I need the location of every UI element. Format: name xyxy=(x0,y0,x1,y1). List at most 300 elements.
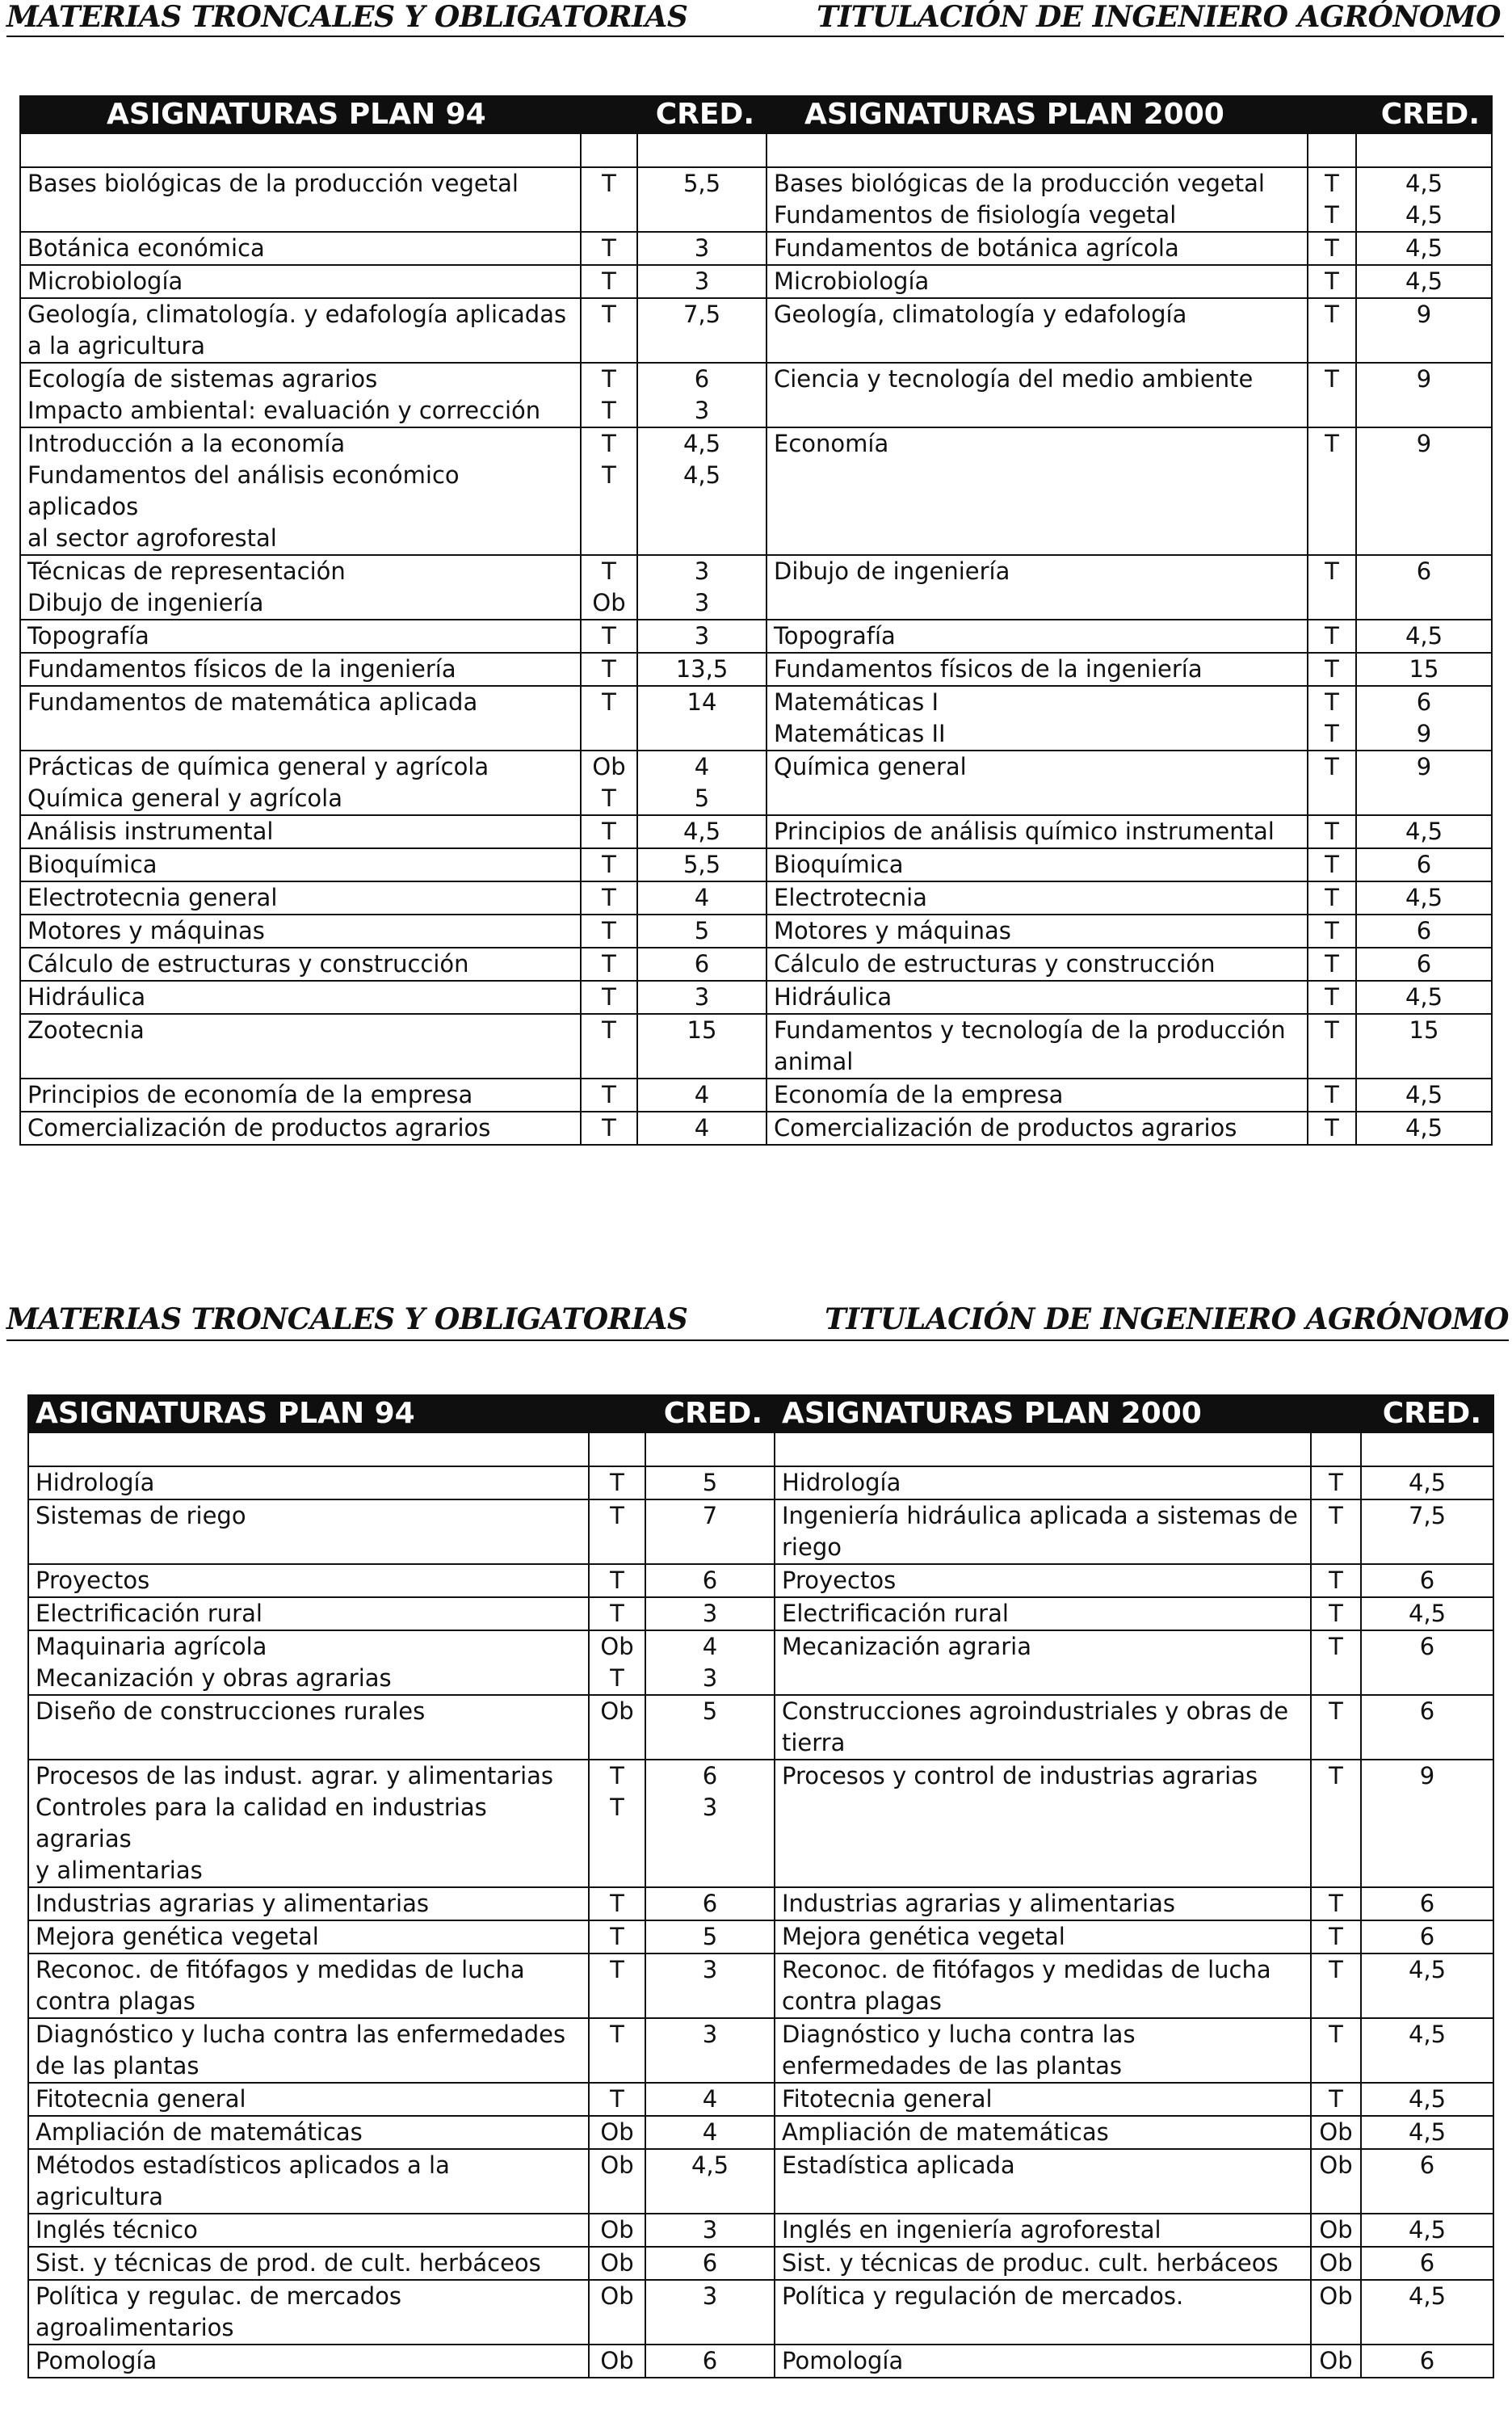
table-row xyxy=(20,948,1492,981)
table-row xyxy=(28,2018,1493,2083)
subject-2000: Química general xyxy=(766,751,1308,815)
type-2000: Ob xyxy=(1311,2116,1361,2149)
type-2000: Ob xyxy=(1311,2149,1361,2214)
table-row xyxy=(20,686,1492,751)
type-94: T xyxy=(589,1564,645,1597)
credits-94: 4 xyxy=(645,2083,775,2116)
credits-2000: 4,5 xyxy=(1361,1597,1493,1630)
type-94: Ob xyxy=(589,2214,645,2247)
type-2000: T xyxy=(1311,1760,1361,1887)
subject-2000: Economía de la empresa xyxy=(766,1079,1308,1112)
credits-2000: 6 xyxy=(1361,1887,1493,1920)
subject-2000: Política y regulación de mercados. xyxy=(775,2280,1311,2345)
column-plan94: ASIGNATURAS PLAN 94 xyxy=(28,1395,645,1432)
credits-94: 4 3 xyxy=(645,1630,775,1695)
subject-94: Botánica económica xyxy=(20,232,581,265)
credits-2000: 9 xyxy=(1356,751,1492,815)
section-2-column-header xyxy=(28,1395,1493,1432)
credits-94: 5 xyxy=(645,1695,775,1760)
credits-94: 3 xyxy=(637,981,766,1014)
subject-2000: Motores y máquinas xyxy=(766,915,1308,948)
credits-2000: 6 xyxy=(1361,1564,1493,1597)
subject-2000: Inglés en ingeniería agroforestal xyxy=(775,2214,1311,2247)
credits-94: 6 xyxy=(645,1887,775,1920)
table-row xyxy=(20,1112,1492,1145)
credits-2000: 6 xyxy=(1356,948,1492,981)
table-row xyxy=(20,265,1492,298)
type-94: Ob xyxy=(589,2247,645,2280)
subject-94: Sistemas de riego xyxy=(28,1499,589,1564)
table-row xyxy=(28,1953,1493,2018)
subject-94: Ecología de sistemas agrarios Impacto ambiental: evaluación y corrección xyxy=(20,363,581,427)
credits-94: 6 xyxy=(637,948,766,981)
subject-2000: Topografía xyxy=(766,620,1308,653)
section-1-column-header xyxy=(20,96,1492,133)
subject-94: Técnicas de representación Dibujo de ingeniería xyxy=(20,555,581,620)
subject-94: Maquinaria agrícola Mecanización y obras agrarias xyxy=(28,1630,589,1695)
subject-2000: Construcciones agroindustriales y obras de tierra xyxy=(775,1695,1311,1760)
subject-2000: Mecanización agraria xyxy=(775,1630,1311,1695)
subject-94: Topografía xyxy=(20,620,581,653)
column-plan2000: ASIGNATURAS PLAN 2000 xyxy=(766,96,1356,133)
blank-cell xyxy=(1356,133,1492,167)
credits-94: 15 xyxy=(637,1014,766,1079)
blank-cell xyxy=(581,133,637,167)
credits-2000: 6 xyxy=(1356,848,1492,881)
subject-94: Fundamentos de matemática aplicada xyxy=(20,686,581,751)
credits-2000: 4,5 xyxy=(1361,1466,1493,1499)
table-row xyxy=(20,1014,1492,1079)
table-row xyxy=(28,2083,1493,2116)
type-2000: T xyxy=(1311,1564,1361,1597)
table-row xyxy=(28,1597,1493,1630)
type-94: T xyxy=(581,948,637,981)
subject-2000: Economía xyxy=(766,427,1308,555)
subject-2000: Principios de análisis químico instrumental xyxy=(766,815,1308,848)
subject-94: Motores y máquinas xyxy=(20,915,581,948)
credits-2000: 4,5 xyxy=(1361,2083,1493,2116)
credits-94: 5 xyxy=(645,1920,775,1953)
type-94: T xyxy=(589,1499,645,1564)
credits-94: 3 xyxy=(637,232,766,265)
subject-2000: Comercialización de productos agrarios xyxy=(766,1112,1308,1145)
subject-94: Bioquímica xyxy=(20,848,581,881)
table-row xyxy=(20,363,1492,427)
column-cred94: CRED. xyxy=(645,1395,775,1432)
subject-2000: Fundamentos físicos de la ingeniería xyxy=(766,653,1308,686)
credits-2000: 6 xyxy=(1361,1695,1493,1760)
credits-94: 3 xyxy=(645,1953,775,2018)
credits-94: 3 xyxy=(645,1597,775,1630)
blank-cell xyxy=(645,1432,775,1466)
credits-2000: 6 xyxy=(1361,2149,1493,2214)
credits-94: 4,5 xyxy=(637,815,766,848)
table-row xyxy=(28,1564,1493,1597)
credits-94: 6 xyxy=(645,2345,775,2378)
credits-94: 13,5 xyxy=(637,653,766,686)
blank-cell xyxy=(775,1432,1311,1466)
column-cred2000: CRED. xyxy=(1361,1395,1493,1432)
type-94: T xyxy=(581,167,637,232)
credits-94: 3 xyxy=(637,265,766,298)
type-94: T xyxy=(581,265,637,298)
credits-94: 4 xyxy=(645,2116,775,2149)
subject-2000: Ampliación de matemáticas xyxy=(775,2116,1311,2149)
type-94: Ob xyxy=(589,2149,645,2214)
credits-94: 5 xyxy=(637,915,766,948)
section-2-table xyxy=(27,1394,1494,2378)
column-plan2000: ASIGNATURAS PLAN 2000 xyxy=(775,1395,1361,1432)
table-row xyxy=(28,1887,1493,1920)
credits-2000: 9 xyxy=(1356,363,1492,427)
subject-94: Ampliación de matemáticas xyxy=(28,2116,589,2149)
credits-94: 3 xyxy=(637,620,766,653)
table-row xyxy=(28,2280,1493,2345)
table-row xyxy=(20,848,1492,881)
type-94: T xyxy=(581,981,637,1014)
credits-2000: 7,5 xyxy=(1361,1499,1493,1564)
subject-94: Geología, climatología. y edafología aplicadas a la agricultura xyxy=(20,298,581,363)
type-94: T xyxy=(589,2083,645,2116)
type-94: T T xyxy=(581,427,637,555)
subject-94: Política y regulac. de mercados agroalimentarios xyxy=(28,2280,589,2345)
type-94: T xyxy=(581,915,637,948)
credits-2000: 15 xyxy=(1356,653,1492,686)
subject-94: Cálculo de estructuras y construcción xyxy=(20,948,581,981)
type-2000: T xyxy=(1308,848,1356,881)
section-1-table xyxy=(19,95,1493,1146)
table-row xyxy=(20,232,1492,265)
subject-2000: Estadística aplicada xyxy=(775,2149,1311,2214)
credits-2000: 4,5 xyxy=(1356,815,1492,848)
table-row xyxy=(28,2247,1493,2280)
type-94: Ob xyxy=(589,2116,645,2149)
type-2000: T xyxy=(1308,427,1356,555)
subject-2000: Proyectos xyxy=(775,1564,1311,1597)
subject-94: Proyectos xyxy=(28,1564,589,1597)
subject-94: Diagnóstico y lucha contra las enfermedades de las plantas xyxy=(28,2018,589,2083)
table-row xyxy=(28,1695,1493,1760)
subject-2000: Industrias agrarias y alimentarias xyxy=(775,1887,1311,1920)
credits-2000: 4,5 xyxy=(1356,620,1492,653)
type-94: T xyxy=(581,653,637,686)
section-2-header xyxy=(0,1302,1512,1335)
credits-94: 3 xyxy=(645,2018,775,2083)
credits-2000: 9 xyxy=(1356,427,1492,555)
table-row xyxy=(28,1466,1493,1499)
type-94: T xyxy=(581,815,637,848)
type-94: T xyxy=(589,1597,645,1630)
subject-94: Fundamentos físicos de la ingeniería xyxy=(20,653,581,686)
subject-2000: Electrificación rural xyxy=(775,1597,1311,1630)
subject-2000: Matemáticas I Matemáticas II xyxy=(766,686,1308,751)
type-2000: T xyxy=(1311,2018,1361,2083)
type-2000: T xyxy=(1308,1014,1356,1079)
type-2000: T xyxy=(1308,815,1356,848)
section-1-blank-row xyxy=(20,133,1492,167)
credits-2000: 4,5 xyxy=(1356,1079,1492,1112)
type-2000: T T xyxy=(1308,686,1356,751)
subject-2000: Hidráulica xyxy=(766,981,1308,1014)
blank-cell xyxy=(20,133,581,167)
type-94: Ob xyxy=(589,2280,645,2345)
subject-94: Métodos estadísticos aplicados a la agricultura xyxy=(28,2149,589,2214)
subject-94: Electrificación rural xyxy=(28,1597,589,1630)
credits-94: 4,5 xyxy=(645,2149,775,2214)
credits-2000: 4,5 xyxy=(1361,2214,1493,2247)
credits-94: 3 xyxy=(645,2280,775,2345)
type-94: Ob xyxy=(589,2345,645,2378)
type-94: T T xyxy=(581,363,637,427)
type-2000: Ob xyxy=(1311,2247,1361,2280)
subject-94: Hidrología xyxy=(28,1466,589,1499)
credits-2000: 4,5 xyxy=(1361,2116,1493,2149)
subject-2000: Sist. y técnicas de produc. cult. herbáceos xyxy=(775,2247,1311,2280)
type-2000: T xyxy=(1308,555,1356,620)
column-cred2000: CRED. xyxy=(1356,96,1492,133)
subject-2000: Ingeniería hidráulica aplicada a sistemas de riego xyxy=(775,1499,1311,1564)
subject-2000: Pomología xyxy=(775,2345,1311,2378)
type-2000: T xyxy=(1311,1695,1361,1760)
table-row xyxy=(20,881,1492,915)
section-2-blank-row xyxy=(28,1432,1493,1466)
credits-94: 7,5 xyxy=(637,298,766,363)
type-94: Ob xyxy=(589,1695,645,1760)
type-94: T xyxy=(581,686,637,751)
credits-94: 6 3 xyxy=(637,363,766,427)
table-row xyxy=(28,2116,1493,2149)
blank-cell xyxy=(28,1432,589,1466)
type-2000: T xyxy=(1308,653,1356,686)
type-2000: T xyxy=(1308,1079,1356,1112)
credits-2000: 4,5 xyxy=(1361,2018,1493,2083)
section-1-header-left: MATERIAS TRONCALES Y OBLIGATORIAS xyxy=(6,0,688,34)
credits-94: 6 xyxy=(645,2247,775,2280)
table-row xyxy=(20,555,1492,620)
type-94: T xyxy=(581,1079,637,1112)
credits-2000: 6 xyxy=(1361,2345,1493,2378)
table-row xyxy=(20,915,1492,948)
table-row xyxy=(28,2149,1493,2214)
credits-2000: 4,5 xyxy=(1356,265,1492,298)
credits-94: 4,5 4,5 xyxy=(637,427,766,555)
section-1-header-right: TITULACIÓN DE INGENIERO AGRÓNOMO xyxy=(817,0,1501,34)
credits-2000: 15 xyxy=(1356,1014,1492,1079)
section-1-header-rule xyxy=(6,36,1504,37)
type-94: T xyxy=(589,1887,645,1920)
subject-2000: Fundamentos de botánica agrícola xyxy=(766,232,1308,265)
table-row xyxy=(20,981,1492,1014)
subject-2000: Reconoc. de fitófagos y medidas de lucha contra plagas xyxy=(775,1953,1311,2018)
credits-94: 5 xyxy=(645,1466,775,1499)
subject-94: Microbiología xyxy=(20,265,581,298)
section-2-header-rule xyxy=(6,1339,1509,1341)
table-row xyxy=(28,1499,1493,1564)
type-94: T xyxy=(589,1466,645,1499)
type-94: Ob T xyxy=(589,1630,645,1695)
subject-2000: Bases biológicas de la producción vegetal Fundamentos de fisiología vegetal xyxy=(766,167,1308,232)
credits-2000: 4,5 xyxy=(1356,981,1492,1014)
type-2000: T xyxy=(1311,1499,1361,1564)
credits-94: 14 xyxy=(637,686,766,751)
blank-cell xyxy=(1361,1432,1493,1466)
table-row xyxy=(28,1920,1493,1953)
type-2000: T T xyxy=(1308,167,1356,232)
credits-2000: 6 xyxy=(1356,915,1492,948)
blank-cell xyxy=(766,133,1308,167)
credits-2000: 4,5 4,5 xyxy=(1356,167,1492,232)
credits-94: 4 xyxy=(637,1079,766,1112)
subject-2000: Bioquímica xyxy=(766,848,1308,881)
type-2000: T xyxy=(1311,1597,1361,1630)
subject-2000: Electrotecnia xyxy=(766,881,1308,915)
table-row xyxy=(20,167,1492,232)
subject-94: Hidráulica xyxy=(20,981,581,1014)
blank-cell xyxy=(589,1432,645,1466)
credits-94: 7 xyxy=(645,1499,775,1564)
type-2000: T xyxy=(1308,915,1356,948)
subject-94: Análisis instrumental xyxy=(20,815,581,848)
type-2000: T xyxy=(1311,1887,1361,1920)
type-2000: T xyxy=(1311,1953,1361,2018)
subject-2000: Dibujo de ingeniería xyxy=(766,555,1308,620)
credits-2000: 4,5 xyxy=(1356,1112,1492,1145)
type-94: T xyxy=(581,298,637,363)
subject-2000: Fitotecnia general xyxy=(775,2083,1311,2116)
subject-94: Industrias agrarias y alimentarias xyxy=(28,1887,589,1920)
type-94: T xyxy=(581,620,637,653)
type-2000: T xyxy=(1311,1630,1361,1695)
credits-94: 6 xyxy=(645,1564,775,1597)
credits-94: 6 3 xyxy=(645,1760,775,1887)
credits-2000: 9 xyxy=(1356,298,1492,363)
subject-94: Zootecnia xyxy=(20,1014,581,1079)
subject-2000: Cálculo de estructuras y construcción xyxy=(766,948,1308,981)
type-2000: T xyxy=(1308,265,1356,298)
table-row xyxy=(28,2214,1493,2247)
subject-2000: Geología, climatología y edafología xyxy=(766,298,1308,363)
type-2000: T xyxy=(1308,948,1356,981)
subject-94: Diseño de construcciones rurales xyxy=(28,1695,589,1760)
subject-94: Reconoc. de fitófagos y medidas de lucha contra plagas xyxy=(28,1953,589,2018)
type-2000: Ob xyxy=(1311,2214,1361,2247)
type-94: T xyxy=(581,1014,637,1079)
subject-94: Introducción a la economía Fundamentos del análisis económico aplicados al sector agroforestal xyxy=(20,427,581,555)
subject-94: Inglés técnico xyxy=(28,2214,589,2247)
subject-2000: Diagnóstico y lucha contra las enfermedades de las plantas xyxy=(775,2018,1311,2083)
subject-94: Procesos de las indust. agrar. y alimentarias Controles para la calidad en industrias agrarias y alimentarias xyxy=(28,1760,589,1887)
type-2000: T xyxy=(1308,620,1356,653)
subject-94: Fitotecnia general xyxy=(28,2083,589,2116)
credits-94: 4 xyxy=(637,881,766,915)
table-row xyxy=(20,815,1492,848)
table-row xyxy=(20,427,1492,555)
table-row xyxy=(28,1630,1493,1695)
section-2-header-left: MATERIAS TRONCALES Y OBLIGATORIAS xyxy=(6,1302,688,1336)
table-row xyxy=(20,1079,1492,1112)
subject-2000: Procesos y control de industrias agrarias xyxy=(775,1760,1311,1887)
credits-2000: 4,5 xyxy=(1356,232,1492,265)
column-plan94: ASIGNATURAS PLAN 94 xyxy=(20,96,637,133)
subject-2000: Hidrología xyxy=(775,1466,1311,1499)
table-row xyxy=(20,653,1492,686)
type-2000: T xyxy=(1308,881,1356,915)
type-94: T xyxy=(581,848,637,881)
type-2000: Ob xyxy=(1311,2345,1361,2378)
type-94: T Ob xyxy=(581,555,637,620)
subject-94: Comercialización de productos agrarios xyxy=(20,1112,581,1145)
type-2000: T xyxy=(1308,981,1356,1014)
subject-94: Principios de economía de la empresa xyxy=(20,1079,581,1112)
type-94: Ob T xyxy=(581,751,637,815)
blank-cell xyxy=(1308,133,1356,167)
credits-2000: 6 xyxy=(1356,555,1492,620)
type-94: T xyxy=(589,1953,645,2018)
credits-2000: 6 9 xyxy=(1356,686,1492,751)
credits-2000: 9 xyxy=(1361,1760,1493,1887)
credits-94: 4 xyxy=(637,1112,766,1145)
type-94: T xyxy=(589,2018,645,2083)
credits-94: 5,5 xyxy=(637,848,766,881)
section-1-header xyxy=(0,0,1512,32)
type-2000: T xyxy=(1308,298,1356,363)
table-row xyxy=(20,751,1492,815)
section-2-header-right: TITULACIÓN DE INGENIERO AGRÓNOMO xyxy=(825,1302,1509,1336)
subject-94: Pomología xyxy=(28,2345,589,2378)
subject-2000: Ciencia y tecnología del medio ambiente xyxy=(766,363,1308,427)
credits-94: 4 5 xyxy=(637,751,766,815)
credits-2000: 6 xyxy=(1361,2247,1493,2280)
table-row xyxy=(20,620,1492,653)
subject-94: Prácticas de química general y agrícola Química general y agrícola xyxy=(20,751,581,815)
credits-94: 3 xyxy=(645,2214,775,2247)
type-2000: T xyxy=(1311,1920,1361,1953)
type-2000: Ob xyxy=(1311,2280,1361,2345)
blank-cell xyxy=(637,133,766,167)
type-2000: T xyxy=(1308,1112,1356,1145)
type-2000: T xyxy=(1311,2083,1361,2116)
credits-2000: 6 xyxy=(1361,1630,1493,1695)
type-94: T xyxy=(581,1112,637,1145)
table-row xyxy=(28,1760,1493,1887)
type-2000: T xyxy=(1308,363,1356,427)
type-94: T T xyxy=(589,1760,645,1887)
credits-2000: 4,5 xyxy=(1356,881,1492,915)
credits-2000: 4,5 xyxy=(1361,2280,1493,2345)
subject-94: Sist. y técnicas de prod. de cult. herbáceos xyxy=(28,2247,589,2280)
type-2000: T xyxy=(1308,232,1356,265)
type-2000: T xyxy=(1308,751,1356,815)
table-row xyxy=(28,2345,1493,2378)
credits-94: 5,5 xyxy=(637,167,766,232)
table-row xyxy=(20,298,1492,363)
subject-94: Mejora genética vegetal xyxy=(28,1920,589,1953)
column-cred94: CRED. xyxy=(637,96,766,133)
type-94: T xyxy=(589,1920,645,1953)
credits-2000: 4,5 xyxy=(1361,1953,1493,2018)
subject-2000: Mejora genética vegetal xyxy=(775,1920,1311,1953)
subject-94: Electrotecnia general xyxy=(20,881,581,915)
type-2000: T xyxy=(1311,1466,1361,1499)
subject-2000: Fundamentos y tecnología de la producción animal xyxy=(766,1014,1308,1079)
blank-cell xyxy=(1311,1432,1361,1466)
credits-2000: 6 xyxy=(1361,1920,1493,1953)
type-94: T xyxy=(581,881,637,915)
subject-2000: Microbiología xyxy=(766,265,1308,298)
type-94: T xyxy=(581,232,637,265)
credits-94: 3 3 xyxy=(637,555,766,620)
subject-94: Bases biológicas de la producción vegetal xyxy=(20,167,581,232)
